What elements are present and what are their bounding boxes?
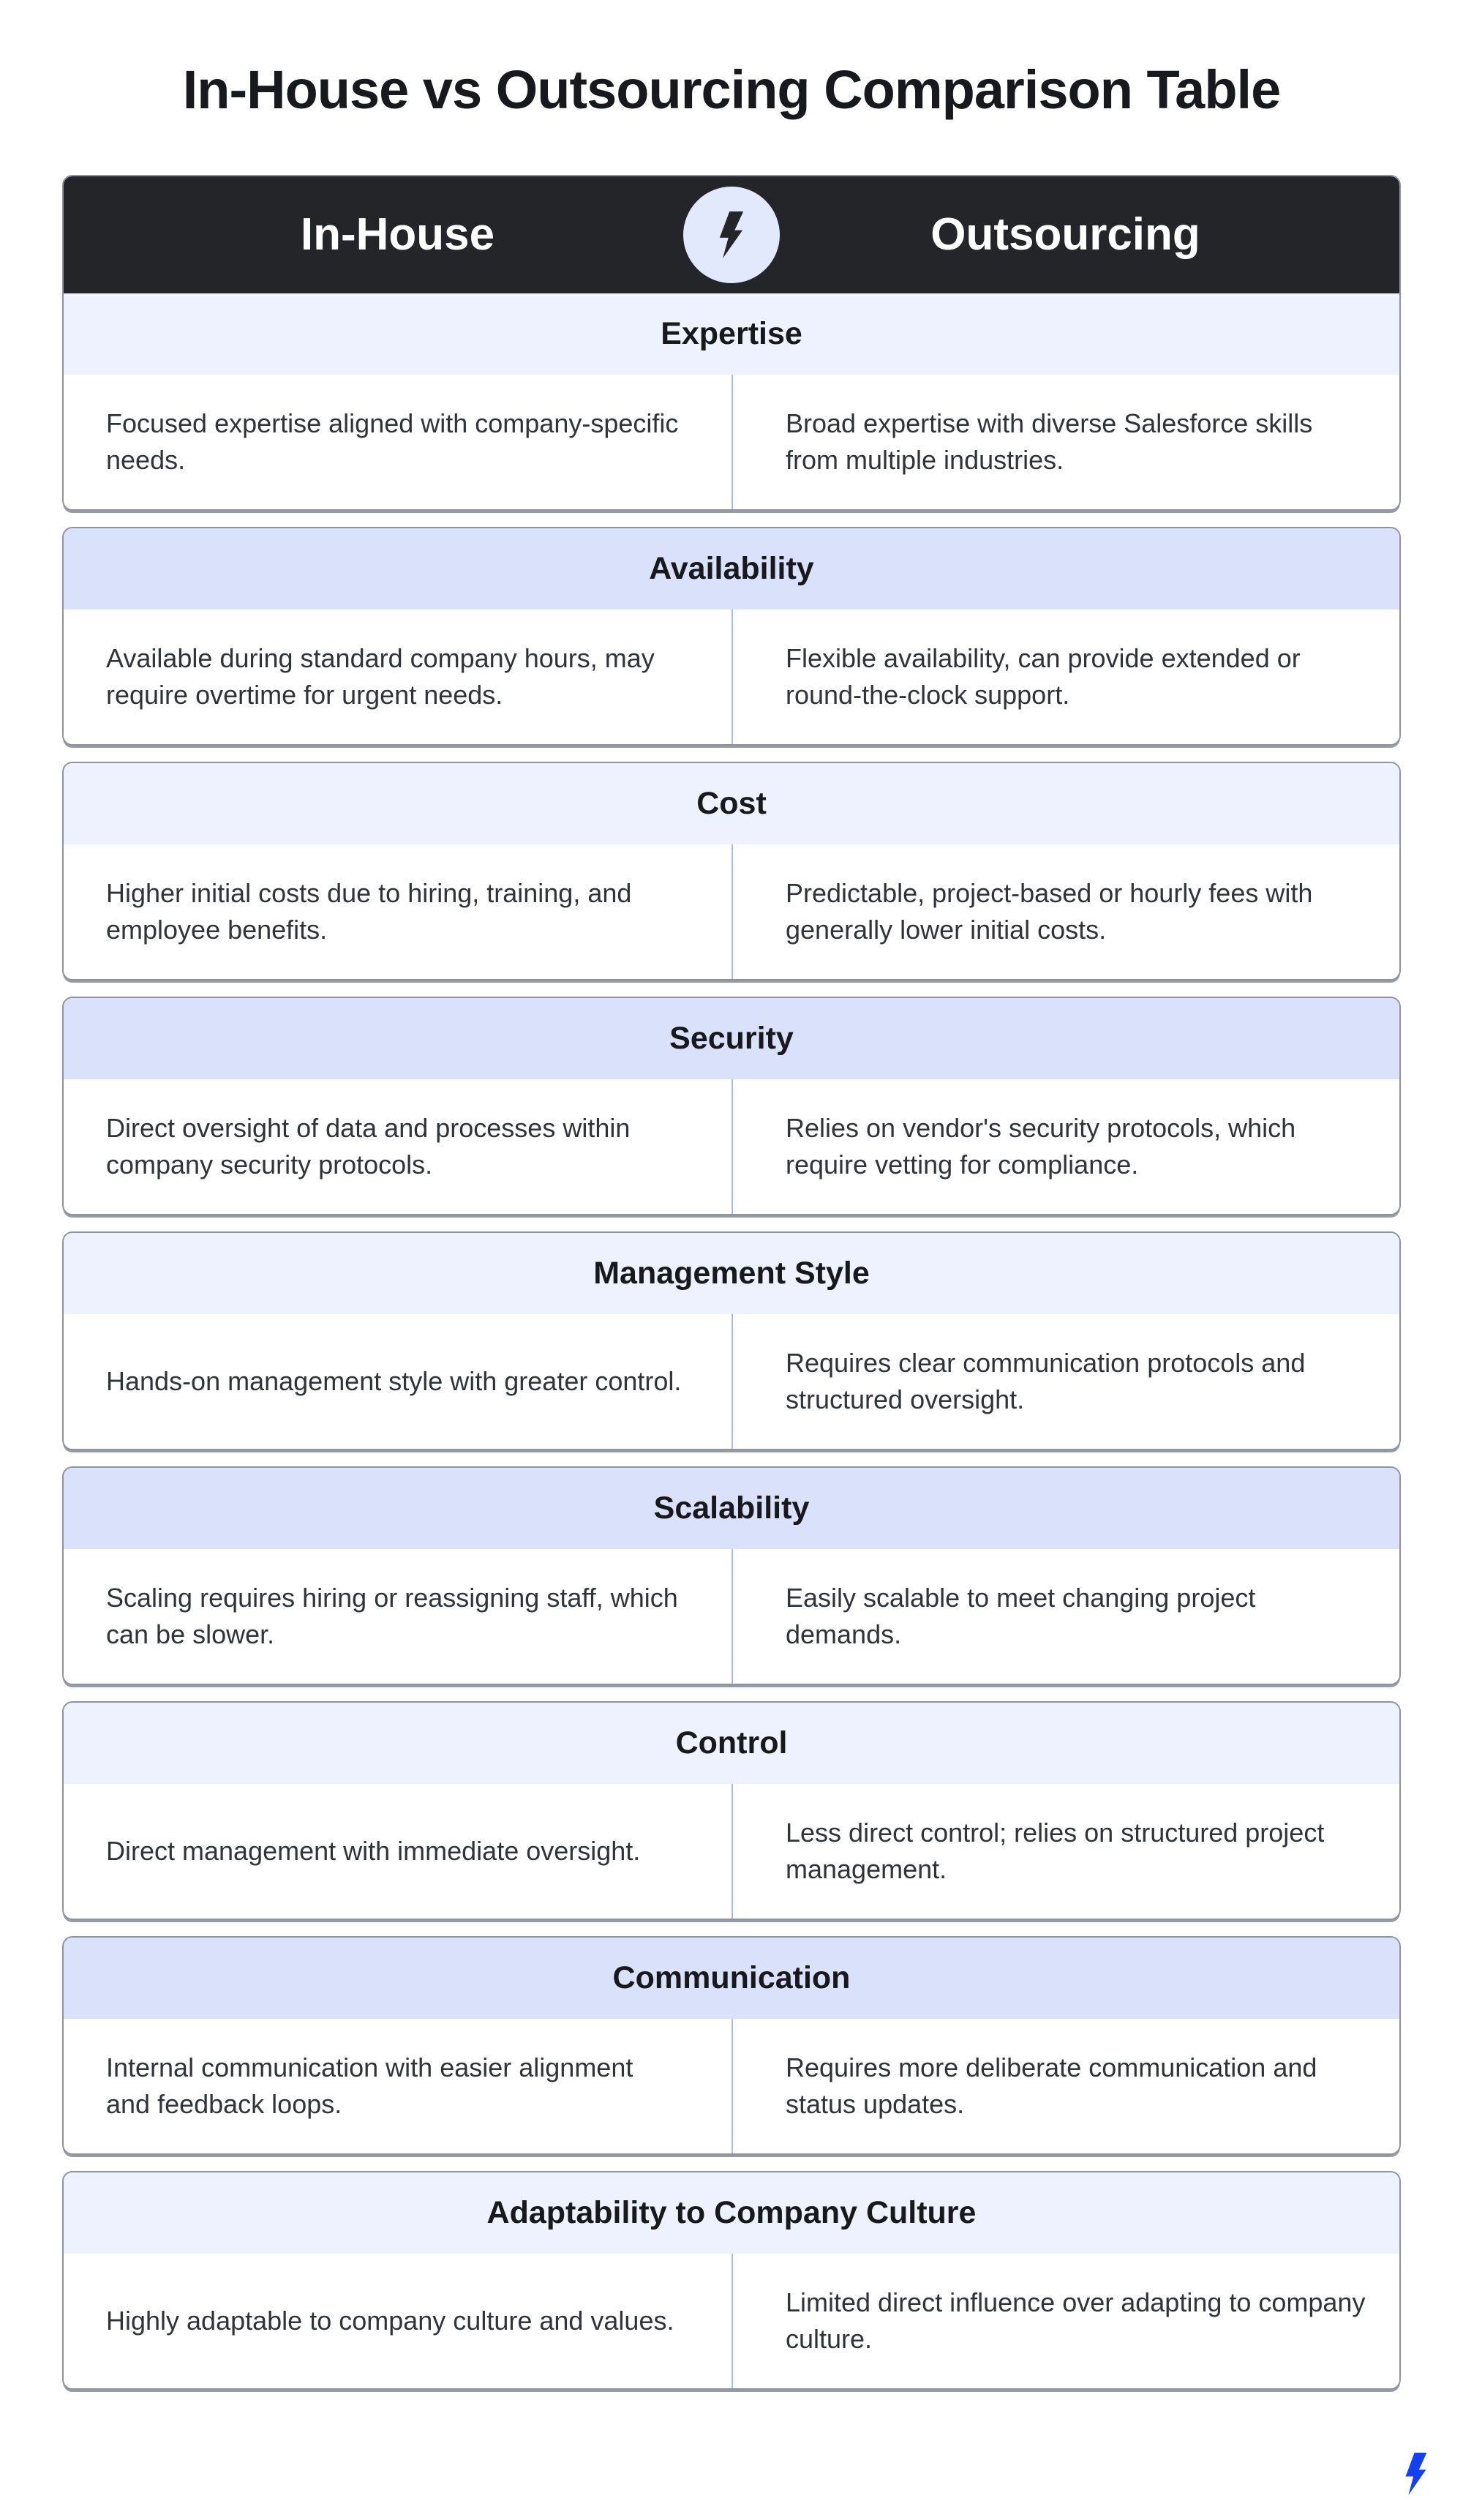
section-title: Scalability	[653, 1490, 810, 1526]
section-header	[64, 2172, 1399, 2254]
outsourcing-cell	[732, 1079, 1399, 1214]
in-house-cell-text: Direct oversight of data and processes within company security protocols.	[106, 1112, 631, 1180]
section-header	[64, 1703, 1399, 1784]
section-header	[64, 1468, 1399, 1549]
in-house-cell	[64, 2019, 732, 2153]
outsourcing-cell-text: Easily scalable to meet changing project demands.	[786, 1582, 1256, 1649]
comparison-card-expertise	[62, 175, 1401, 511]
section-row	[64, 1314, 1399, 1449]
in-house-cell	[64, 1314, 732, 1449]
section-title: Adaptability to Company Culture	[486, 2194, 977, 2230]
comparison-card-availability	[62, 527, 1401, 746]
outsourcing-cell-text: Flexible availability, can provide extended or round-the-clock support.	[786, 642, 1301, 710]
section-row	[64, 2019, 1399, 2153]
page-title: In-House vs Outsourcing Comparison Table	[182, 59, 1281, 120]
section-row	[64, 1784, 1399, 1919]
comparison-card-security	[62, 997, 1401, 1215]
comparison-card-management-style	[62, 1231, 1401, 1450]
section-title: Management Style	[593, 1255, 870, 1291]
lightning-bolt-icon	[712, 211, 751, 258]
in-house-cell	[64, 610, 732, 744]
outsourcing-cell-text: Less direct control; relies on structured project management.	[786, 1817, 1325, 1884]
outsourcing-cell	[732, 1784, 1399, 1919]
section-row	[64, 1549, 1399, 1684]
outsourcing-cell-text: Broad expertise with diverse Salesforce skills from multiple industries.	[786, 408, 1313, 475]
section-title: Communication	[612, 1960, 851, 1995]
comparison-table	[62, 175, 1401, 2390]
in-house-cell	[64, 1549, 732, 1684]
outsourcing-cell-text: Predictable, project-based or hourly fees with generally lower initial costs.	[786, 877, 1313, 945]
in-house-cell-text: Highly adaptable to company culture and values.	[106, 2305, 674, 2336]
outsourcing-cell-text: Relies on vendor's security protocols, which require vetting for compliance.	[786, 1112, 1296, 1180]
section-title: Control	[675, 1725, 788, 1760]
in-house-cell	[64, 2254, 732, 2388]
outsourcing-cell	[732, 375, 1399, 509]
outsourcing-cell	[732, 1314, 1399, 1449]
section-title: Availability	[649, 550, 814, 586]
comparison-card-adaptability	[62, 2171, 1401, 2390]
in-house-cell	[64, 1079, 732, 1214]
outsourcing-cell	[732, 844, 1399, 979]
in-house-column-header: In-House	[300, 209, 495, 260]
section-header	[64, 1938, 1399, 2019]
section-header	[64, 293, 1399, 375]
section-row	[64, 2254, 1399, 2388]
comparison-card-scalability	[62, 1466, 1401, 1685]
section-header	[64, 763, 1399, 844]
in-house-cell-text: Direct management with immediate oversight.	[106, 1835, 641, 1866]
in-house-cell-text: Scaling requires hiring or reassigning staff, which can be slower.	[106, 1582, 678, 1649]
outsourcing-cell-text: Requires more deliberate communication and status updates.	[786, 2052, 1317, 2119]
in-house-cell	[64, 375, 732, 509]
outsourcing-cell	[732, 1549, 1399, 1684]
section-title: Security	[669, 1020, 794, 1056]
comparison-card-cost	[62, 762, 1401, 980]
section-header	[64, 998, 1399, 1079]
outsourcing-cell	[732, 2254, 1399, 2388]
section-row	[64, 610, 1399, 744]
outsourcing-cell	[732, 2019, 1399, 2153]
section-row	[64, 375, 1399, 509]
in-house-cell-text: Internal communication with easier alignment and feedback loops.	[106, 2052, 633, 2119]
in-house-cell-text: Higher initial costs due to hiring, training, and employee benefits.	[106, 877, 632, 945]
outsourcing-cell-text: Limited direct influence over adapting to company culture.	[786, 2287, 1366, 2354]
outsourcing-cell-text: Requires clear communication protocols and structured oversight.	[786, 1347, 1306, 1414]
section-row	[64, 844, 1399, 979]
section-title: Expertise	[661, 315, 802, 351]
outsourcing-column-header: Outsourcing	[930, 209, 1200, 260]
in-house-cell-text: Focused expertise aligned with company-specific needs.	[106, 408, 679, 475]
lightning-bolt-logo	[1399, 2453, 1434, 2495]
in-house-cell	[64, 1784, 732, 1919]
in-house-cell-text: Available during standard company hours, may require overtime for urgent needs.	[106, 642, 655, 710]
section-row	[64, 1079, 1399, 1214]
outsourcing-cell	[732, 610, 1399, 744]
in-house-cell-text: Hands-on management style with greater control.	[106, 1365, 682, 1396]
vs-circle-badge	[677, 181, 786, 289]
section-header	[64, 1233, 1399, 1314]
in-house-cell	[64, 844, 732, 979]
section-header	[64, 528, 1399, 610]
section-title: Cost	[696, 785, 767, 821]
comparison-card-communication	[62, 1936, 1401, 2155]
comparison-card-control	[62, 1701, 1401, 1920]
